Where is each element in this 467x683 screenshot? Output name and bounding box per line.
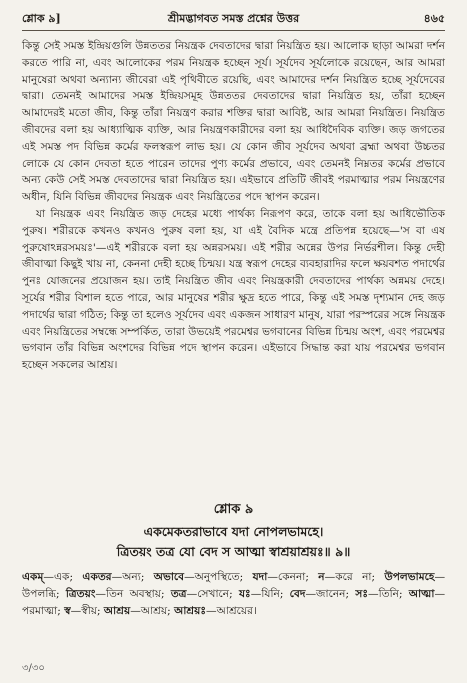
paragraph: যা নিয়ন্ত্রক এবং নিয়ন্ত্রিত জড় দেহের মধ্যে পার্থক্য নিরূপণ করে, তাকে বলা হয় আধিভৌতিক পুরুষ। শরীরকে কখনও কখনও পুরুষ বলা হয়, যা এই বৈদিক মন্ত্রে প্রতিপন্ন হয়েছে—'স বা এষ পুরুষোঽন্নরসময়ঃ'—এই শরীরকে বলা হয় অন্নরসময়। এই শরীর অন্নের উপর নির্ভরশীল। কিন্তু দেহী জীবাত্মা কিছুই খায় না, কেননা দেহী হচ্ছে চিন্ময়। যন্ত্র স্বরূপ দেহের ব্যবহারাদির ফলে ক্ষয়বশত পদার্থের পুনঃ যোজনের প্রয়োজন হয়। তাই নিয়ন্ত্রিত জীব এবং নিয়ন্ত্রকারী দেবতাদের পার্থক্য অন্নময় দেহে। সূর্যের শরীর বিশাল হতে পারে, আর মানুষের শরীর ক্ষুদ্র হতে পারে, কিন্তু এই সমস্ত দৃশ্যমান দেহ জড় পদার্থের দ্বারা গঠিত; কিন্তু তা হলেও সূর্যদেব এবং একজন সাধারণ মানুষ, যারা পরস্পরের সঙ্গে নিয়ন্ত্রক এবং নিয়ন্ত্রিতের সম্বন্ধে সম্পর্কিত, তারা উভয়েই পরমেশ্বর ভগবানের বিভিন্ন চিন্ময় অংশ, এবং পরমেশ্বর ভগবান তাঁর বিভিন্ন অংশদের বিভিন্ন পদে স্থাপন করেন। এইভাবে সিদ্ধান্ত করা যায় পরমেশ্বর ভগবান হচ্ছেন সকলের আশ্রয়। <box>22 207 445 372</box>
synonym-word: যঃ <box>238 588 251 600</box>
verse-block <box>22 498 445 562</box>
verse-reference: শ্লোক ৯] <box>22 12 61 25</box>
synonym-word: আশ্রয় <box>103 605 131 617</box>
synonym-meaning: সেখানে <box>197 588 230 600</box>
synonym-meaning: যিনি <box>261 588 280 600</box>
synonym-word: ন <box>318 571 325 583</box>
purport-text <box>22 38 445 374</box>
synonym-word: আশ্রয়ঃ <box>174 605 207 617</box>
page-header <box>22 10 445 28</box>
synonyms: একম্—এক; একতর—অন্য; অভাবে—অনুপস্থিতে; যদা—কেননা; ন—করে না; উপলভামহে—উপলব্ধি; ত্রিতয়ং—তিন অবস্থায়; তত্র—সেখানে; যঃ—যিনি; বেদ—জানেন; সঃ—তিনি; আত্মা—পরমাত্মা; স্ব—স্বীয়; আশ্রয়—আশ্রয়; আশ্রয়ঃ—আশ্রয়ের। <box>22 571 446 617</box>
page-number: ৪৬৫ <box>423 12 445 25</box>
paragraph: কিন্তু সেই সমস্ত ইন্দ্রিয়গুলি উন্নততর নিয়ন্ত্রক দেবতাদের দ্বারা নিয়ন্ত্রিত হয়। আলোক ছাড়া আমরা দর্শন করতে পারি না, এবং আলোকের পরম নিয়ন্ত্রক হচ্ছেন সূর্য। সূর্যদেব সূর্যলোকে রয়েছেন, আর আমরা মানুষেরা অথবা অন্যান্য জীবেরা এই পৃথিবীতে রয়েছি, এবং আমাদের দর্শন নিয়ন্ত্রিত হচ্ছে সূর্যদেবের দ্বারা। তেমনই আমাদের সমস্ত ইন্দ্রিয়সমূহ উন্নততর দেবতাদের দ্বারা নিয়ন্ত্রিত হয়, তাঁরা হচ্ছেন আমাদেরই মতো জীব, কিন্তু তাঁরা নিয়ন্ত্রণ করার শক্তির দ্বারা আবিষ্ট, আর আমরা নিয়ন্ত্রিত। নিয়ন্ত্রিত জীবদের বলা হয় আধ্যাত্মিক ব্যক্তি, আর নিয়ন্ত্রণকারীদের বলা হয় আধিদৈবিক ব্যক্তি। জড় জগতের এই সমস্ত পদ বিভিন্ন কর্মের ফলস্বরূপ লাভ হয়। যে কোন জীব সূর্যদেব অথবা ব্রহ্মা অথবা উচ্চতর লোকে যে কোন দেবতা হতে পারেন তাদের পুণ্য কর্মের প্রভাবে, এবং তেমনই নিম্নতর কর্মের প্রভাবে অন্য কেউ সেই সমস্ত দেবতাদের দ্বারা নিয়ন্ত্রিত হয়। এইভাবে প্রতিটি জীবই পরমাত্মার পরম নিয়ন্ত্রণের অধীন, যিনি বিভিন্ন জীবদের নিয়ন্ত্রক এবং নিয়ন্ত্রিতের পদে স্থাপন করেন। <box>22 40 446 204</box>
running-title: শ্রীমদ্ভাগবত সমস্ত প্রশ্নের উত্তর <box>167 12 300 25</box>
verse-line: একমেকতরাভাবে যদা নোপলভামহে। <box>143 524 324 539</box>
verse-title: শ্লোক ৯ <box>213 502 254 517</box>
synonym-meaning: কেননা <box>277 571 306 583</box>
synonym-meaning: আশ্রয়ের <box>216 605 253 617</box>
synonym-word: যদা <box>252 571 268 583</box>
synonym-meaning: এক <box>53 571 70 583</box>
synonym-word: উপলভামহে <box>384 571 435 583</box>
synonym-word: একম্ <box>22 571 44 583</box>
synonym-meaning: তিনি <box>378 588 399 600</box>
synonym-word: স্ব <box>64 605 71 617</box>
footer-mark: ৩/৩০ <box>22 663 45 674</box>
synonym-word: বেদ <box>289 588 306 600</box>
synonym-meaning: উপলব্ধি <box>22 588 56 600</box>
synonym-meaning: করে না <box>335 571 372 583</box>
synonym-meaning: আশ্রয় <box>140 605 168 617</box>
header-rule <box>22 30 445 31</box>
synonym-word: তত্র <box>170 588 187 600</box>
synonym-meaning: তিন অবস্থায় <box>106 588 161 600</box>
synonym-meaning: জানেন <box>316 588 346 600</box>
synonym-meaning: অন্য <box>122 571 141 583</box>
synonym-word: সঃ <box>355 588 369 600</box>
synonym-meaning: পরমাত্মা <box>22 605 58 617</box>
synonym-word: আত্মা <box>408 588 435 600</box>
synonym-meaning: অনুপস্থিতে <box>194 571 240 583</box>
verse-line: ত্রিতয়ং তত্র যো বেদ স আত্মা স্বাশ্রয়াশ্রয়ঃ॥ ৯॥ <box>116 544 351 559</box>
synonym-meaning: স্বীয় <box>81 605 97 617</box>
synonym-word: অভাবে <box>153 571 185 583</box>
synonym-word: একতর <box>82 571 112 583</box>
synonym-word: ত্রিতয়ং <box>65 588 96 600</box>
